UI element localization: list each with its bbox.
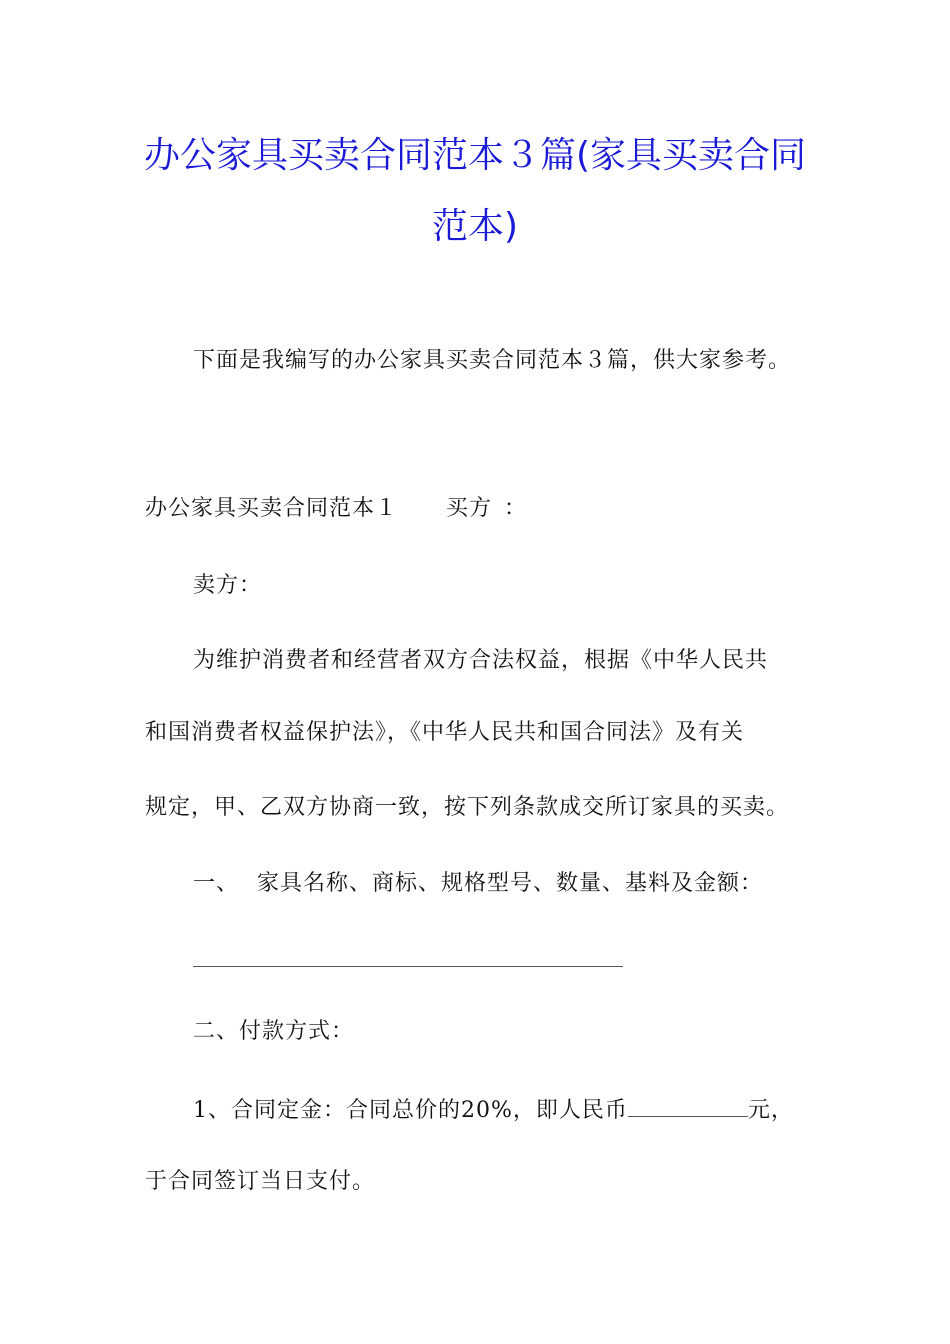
item-1-row (193, 869, 763, 899)
paragraph-1-line-3: 规定，甲、乙双方协商一致，按下列条款成交所订家具的买卖。 (145, 795, 790, 820)
item-2-heading: 二、付款方式： (193, 1019, 355, 1044)
buyer-colon: ： (504, 496, 528, 521)
fill-in-blank-line (193, 966, 623, 967)
amount-blank (628, 1094, 748, 1117)
item-1-number: 一、 (193, 871, 240, 896)
section-heading: 办公家具买卖合同范本１ (145, 496, 399, 521)
document-title-line-2: 范本) (431, 206, 519, 247)
buyer-label: 买方 (446, 496, 493, 521)
paragraph-1-line-1: 为维护消费者和经营者双方合法权益，根据《中华人民共 (193, 648, 769, 673)
item-2-1-row (193, 1094, 794, 1126)
paragraph-1-line-2: 和国消费者权益保护法》，《中华人民共和国合同法》及有关 (145, 720, 745, 745)
item-2-1-line-2: 于合同签订当日支付。 (145, 1169, 376, 1194)
item-2-1-suffix: 元， (747, 1098, 794, 1123)
item-2-1-prefix: 1、合同定金：合同总价的20%，即人民币 (193, 1098, 628, 1123)
intro-paragraph: 下面是我编写的办公家具买卖合同范本３篇，供大家参考。 (193, 348, 792, 373)
section-heading-row (145, 494, 527, 524)
seller-label: 卖方： (193, 573, 263, 598)
document-title-line-1: 办公家具买卖合同范本３篇(家具买卖合同 (143, 135, 807, 176)
item-1-text: 家具名称、商标、规格型号、数量、基料及金额： (257, 871, 764, 896)
